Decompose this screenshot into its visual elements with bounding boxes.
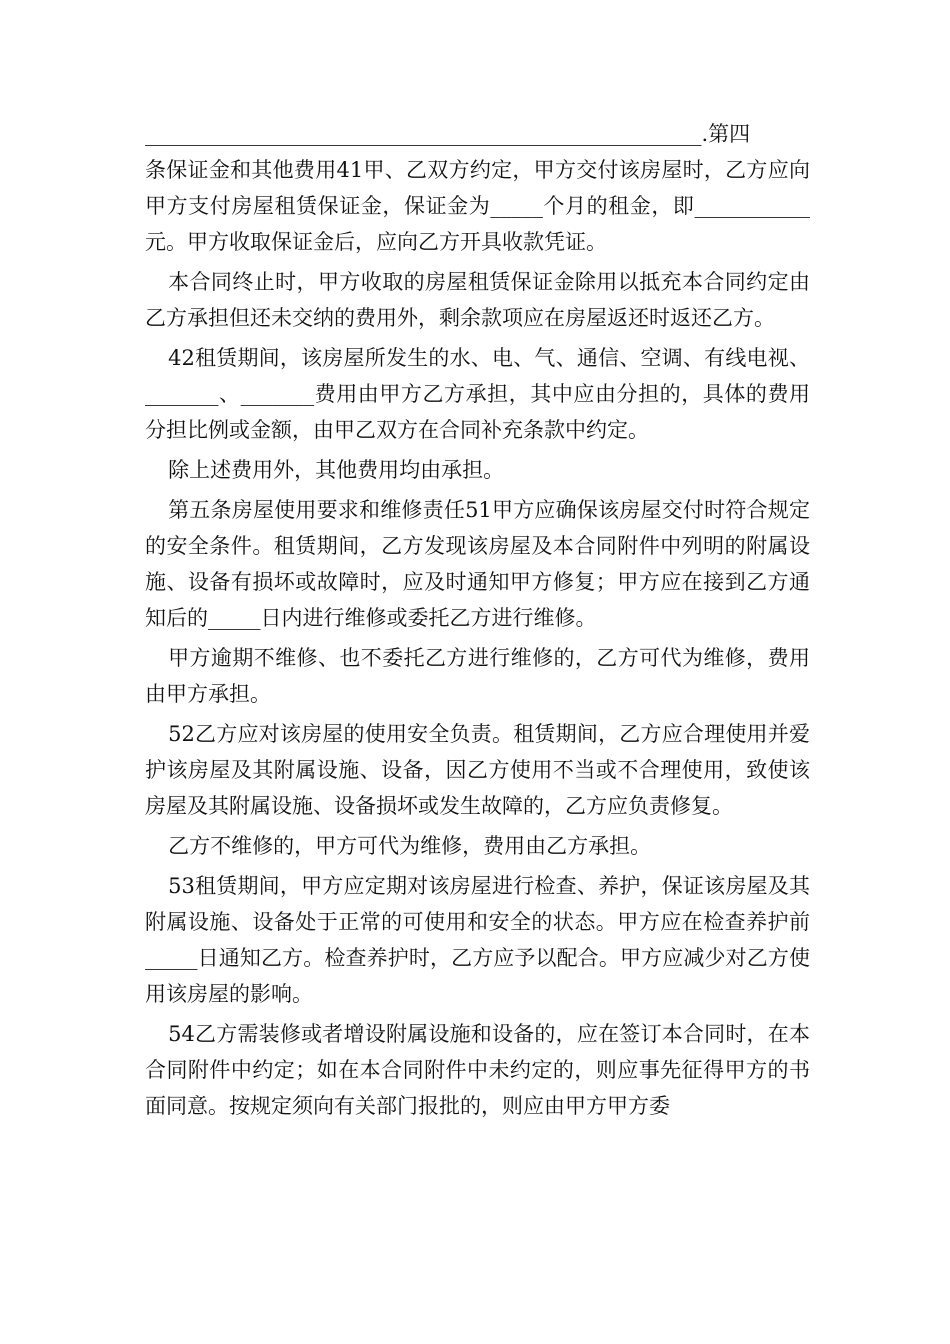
paragraph-renovation: 54乙方需装修或者增设附属设施和设备的，应在签订本合同时，在本合同附件中约定；如在本合同附件中未约定的，则应事先征得甲方的书面同意。按规定须向有关部门报批的，则应由甲方甲方委 [145,1022,810,1118]
paragraph-usage-safety: 52乙方应对该房屋的使用安全负责。租赁期间，乙方应合理使用并爱护该房屋及其附属设施、设备，因乙方使用不当或不合理使用，致使该房屋及其附属设施、设备损坏或发生故障的，乙方应负责修复。 [145,722,810,818]
paragraph-utility-fees: 42租赁期间，该房屋所发生的水、电、气、通信、空调、有线电视、_______、_______费用由甲方乙方承担，其中应由分担的，具体的费用分担比例或金额，由甲乙双方在合同补充条款中约定。 [145,346,810,442]
paragraph-underline-heading: _____________________________________________________.第四 [145,122,751,146]
paragraph-other-fees: 除上述费用外，其他费用均由承担。 [168,458,505,482]
document-body [145,116,810,1128]
paragraph-tenant-no-repair: 乙方不维修的，甲方可代为维修，费用由乙方承担。 [168,834,652,858]
paragraph-overdue-repair: 甲方逾期不维修、也不委托乙方进行维修的，乙方可代为维修，费用由甲方承担。 [145,646,810,706]
paragraph-deposit-refund: 本合同终止时，甲方收取的房屋租赁保证金除用以抵充本合同约定由乙方承担但还未交纳的费用外，剩余款项应在房屋返还时返还乙方。 [145,270,810,330]
paragraph-inspection: 53租赁期间，甲方应定期对该房屋进行检查、养护，保证该房屋及其附属设施、设备处于正常的可使用和安全的状态。甲方应在检查养护前_____日通知乙方。检查养护时，乙方应予以配合。甲方应减少对乙方使用该房屋的影响。 [145,874,810,1006]
paragraph-article-five: 第五条房屋使用要求和维修责任51甲方应确保该房屋交付时符合规定的安全条件。租赁期间，乙方发现该房屋及本合同附件中列明的附属设施、设备有损坏或故障时，应及时通知甲方修复；甲方应在接到乙方通知后的_____日内进行维修或委托乙方进行维修。 [145,498,810,630]
paragraph-deposit-clause: 条保证金和其他费用41甲、乙双方约定，甲方交付该房屋时，乙方应向甲方支付房屋租赁保证金，保证金为_____个月的租金，即___________元。甲方收取保证金后，应向乙方开具收款凭证。 [145,158,810,254]
